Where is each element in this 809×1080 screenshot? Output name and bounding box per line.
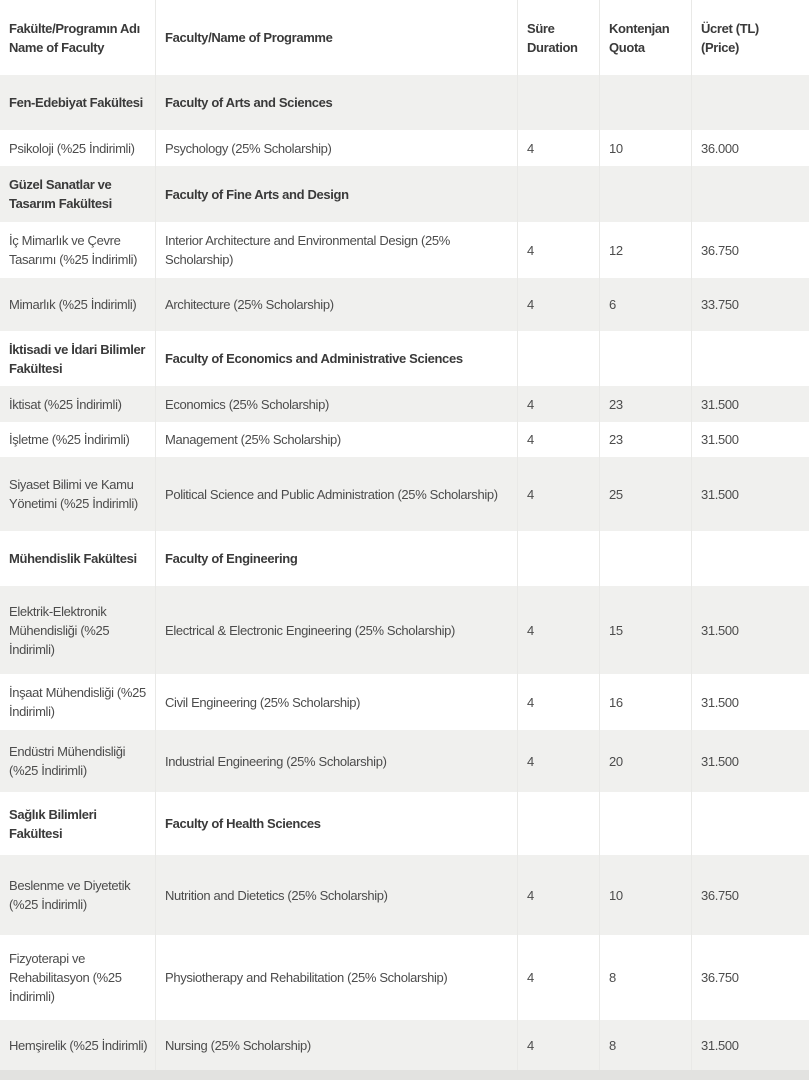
- duration-cell: [517, 531, 599, 586]
- quota-cell: 23: [599, 422, 691, 457]
- programme-en-cell: Nursing (25% Scholarship): [155, 1020, 517, 1070]
- programme-en-cell: Faculty of Arts and Sciences: [155, 75, 517, 130]
- price-cell: [691, 792, 809, 855]
- price-cell: [691, 166, 809, 222]
- table-row: [0, 935, 809, 1020]
- programme-en-cell: Nutrition and Dietetics (25% Scholarship): [155, 855, 517, 935]
- faculty-tr-cell: Sağlık Bilimleri Fakültesi: [9, 806, 97, 841]
- quota-cell: 25: [599, 457, 691, 531]
- column-header-quota: [599, 0, 691, 75]
- table-row: [0, 222, 809, 278]
- quota-cell: [599, 331, 691, 386]
- quota-cell: [599, 531, 691, 586]
- faculty-tr-cell: Fen-Edebiyat Fakültesi: [9, 95, 143, 110]
- programme-en-cell: Civil Engineering (25% Scholarship): [155, 674, 517, 730]
- column-header-line: Faculty/Name of Programme: [165, 30, 333, 45]
- faculty-tr-cell: Güzel Sanatlar ve Tasarım Fakültesi: [9, 177, 112, 211]
- programme-en-cell: Industrial Engineering (25% Scholarship): [155, 730, 517, 792]
- section-row: [0, 792, 809, 855]
- table-row: [0, 855, 809, 935]
- price-cell: [691, 531, 809, 586]
- price-cell: 36.750: [691, 222, 809, 278]
- duration-cell: 4: [517, 130, 599, 166]
- quota-cell: 20: [599, 730, 691, 792]
- programme-en-cell: Economics (25% Scholarship): [155, 386, 517, 422]
- duration-cell: [517, 75, 599, 130]
- section-row: [0, 166, 809, 222]
- faculty-tr-cell: İç Mimarlık ve Çevre Tasarımı (%25 İndirimli): [9, 233, 138, 267]
- faculty-tr-cell: Elektrik-Elektronik Mühendisliği (%25 İndirimli): [9, 603, 110, 657]
- column-header-line: Ücret (TL): [701, 20, 759, 36]
- duration-cell: 4: [517, 730, 599, 792]
- table-row: [0, 674, 809, 730]
- duration-cell: 4: [517, 457, 599, 531]
- faculty-tr-cell: Hemşirelik (%25 İndirimli): [9, 1037, 148, 1053]
- price-cell: [691, 331, 809, 386]
- faculty-tr-cell: Mimarlık (%25 İndirimli): [9, 297, 137, 312]
- price-cell: 31.500: [691, 457, 809, 531]
- price-cell: 31.500: [691, 674, 809, 730]
- price-cell: 31.500: [691, 1020, 809, 1070]
- price-cell: 36.750: [691, 935, 809, 1020]
- duration-cell: 4: [517, 278, 599, 331]
- duration-cell: 4: [517, 422, 599, 457]
- programme-en-cell: Political Science and Public Administration (25% Scholarship): [155, 457, 517, 531]
- column-header-programme-en: [155, 0, 517, 75]
- duration-cell: [517, 792, 599, 855]
- duration-cell: 4: [517, 1020, 599, 1070]
- quota-cell: 8: [599, 935, 691, 1020]
- table-bottom-strip: [0, 1070, 809, 1080]
- programme-en-cell: Physiotherapy and Rehabilitation (25% Scholarship): [155, 935, 517, 1020]
- column-header-line: Duration: [527, 39, 578, 55]
- programme-en-cell: Faculty of Fine Arts and Design: [155, 166, 517, 222]
- duration-cell: 4: [517, 674, 599, 730]
- programme-en-cell: Interior Architecture and Environmental Design (25% Scholarship): [155, 222, 517, 278]
- table-row: [0, 278, 809, 331]
- table-row: [0, 730, 809, 792]
- faculty-tr-cell: Siyaset Bilimi ve Kamu Yönetimi (%25 İndirimli): [9, 477, 138, 511]
- quota-cell: [599, 792, 691, 855]
- programme-en-cell: Electrical & Electronic Engineering (25% Scholarship): [155, 586, 517, 674]
- duration-cell: 4: [517, 586, 599, 674]
- column-header-faculty-tr: [0, 0, 155, 75]
- column-header-line: Fakülte/Programın Adı: [9, 20, 140, 36]
- quota-cell: 23: [599, 386, 691, 422]
- table-row: [0, 1020, 809, 1070]
- duration-cell: 4: [517, 935, 599, 1020]
- quota-cell: 10: [599, 855, 691, 935]
- column-header-line: Quota: [609, 39, 645, 55]
- programme-en-cell: Psychology (25% Scholarship): [155, 130, 517, 166]
- column-header-line: Name of Faculty: [9, 39, 105, 55]
- quota-cell: 8: [599, 1020, 691, 1070]
- duration-cell: 4: [517, 386, 599, 422]
- programme-en-cell: Faculty of Economics and Administrative Sciences: [155, 331, 517, 386]
- quota-cell: 6: [599, 278, 691, 331]
- section-row: [0, 531, 809, 586]
- quota-cell: [599, 75, 691, 130]
- duration-cell: [517, 331, 599, 386]
- faculty-tr-cell: Psikoloji (%25 İndirimli): [9, 140, 135, 156]
- table-row: [0, 422, 809, 457]
- quota-cell: 16: [599, 674, 691, 730]
- price-cell: 31.500: [691, 422, 809, 457]
- column-header-line: Süre: [527, 20, 555, 36]
- programme-en-cell: Faculty of Health Sciences: [155, 792, 517, 855]
- price-cell: 31.500: [691, 730, 809, 792]
- column-header-line: (Price): [701, 39, 740, 55]
- table-row: [0, 457, 809, 531]
- faculty-tr-cell: Fizyoterapi ve Rehabilitasyon (%25 İndirimli): [9, 951, 122, 1004]
- price-cell: [691, 75, 809, 130]
- quota-cell: 12: [599, 222, 691, 278]
- duration-cell: [517, 166, 599, 222]
- section-row: [0, 331, 809, 386]
- price-cell: 33.750: [691, 278, 809, 331]
- table-row: [0, 386, 809, 422]
- column-header-duration: [517, 0, 599, 75]
- quota-cell: [599, 166, 691, 222]
- price-cell: 36.750: [691, 855, 809, 935]
- price-cell: 36.000: [691, 130, 809, 166]
- table-row: [0, 586, 809, 674]
- faculty-tr-cell: Mühendislik Fakültesi: [9, 551, 137, 566]
- duration-cell: 4: [517, 855, 599, 935]
- programme-en-cell: Faculty of Engineering: [155, 531, 517, 586]
- column-header-price: [691, 0, 809, 75]
- quota-cell: 15: [599, 586, 691, 674]
- faculty-tr-cell: İktisadi ve İdari Bilimler Fakültesi: [9, 341, 146, 376]
- programme-en-cell: Architecture (25% Scholarship): [155, 278, 517, 331]
- section-row: [0, 75, 809, 130]
- faculty-tr-cell: Beslenme ve Diyetetik (%25 İndirimli): [9, 878, 131, 912]
- duration-cell: 4: [517, 222, 599, 278]
- faculty-tr-cell: İktisat (%25 İndirimli): [9, 396, 122, 412]
- table-header-row: [0, 0, 809, 75]
- quota-cell: 10: [599, 130, 691, 166]
- price-cell: 31.500: [691, 586, 809, 674]
- table-row: [0, 130, 809, 166]
- faculty-tr-cell: İşletme (%25 İndirimli): [9, 432, 130, 447]
- faculty-tr-cell: Endüstri Mühendisliği (%25 İndirimli): [9, 744, 126, 778]
- faculty-tr-cell: İnşaat Mühendisliği (%25 İndirimli): [9, 685, 146, 719]
- column-header-line: Kontenjan: [609, 20, 670, 36]
- programme-en-cell: Management (25% Scholarship): [155, 422, 517, 457]
- price-cell: 31.500: [691, 386, 809, 422]
